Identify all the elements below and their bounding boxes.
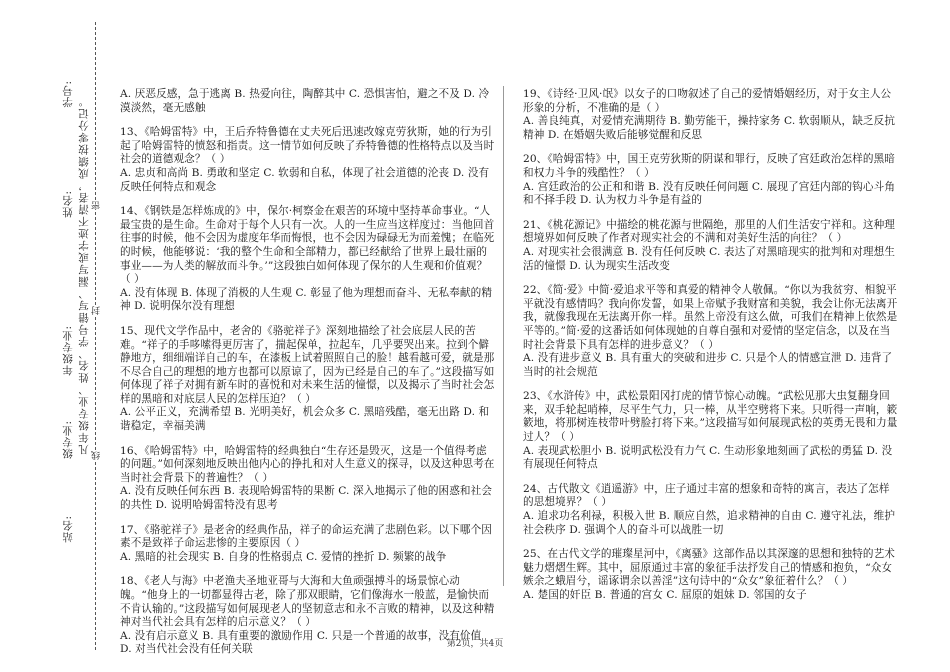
question-options: A. 楚国的奸臣 B. 普通的宫女 C. 屈原的姐妹 D. 邻国的女子 — [523, 589, 807, 601]
binding-warning-text: 凡年级专业、姓名、学号错写、漏写或字迹不清者，成绩按零分记。 — [78, 95, 90, 455]
question-16 — [120, 445, 495, 513]
question-stem: 25、在古代文学的璀璨星河中，《离骚》这部作品以其深邃的思想和独特的艺术魅力熠熠生辉。其中，屈原通过丰富的象征手法抒发自己的情感和抱负，“众女嫉余之蛾眉兮，谣诼谓余以善淫”这句诗中的“众女”象征着什么？（ ） — [523, 548, 895, 588]
column-divider — [503, 86, 504, 586]
right-column — [523, 88, 898, 614]
name-label: 姓名: — [62, 190, 74, 218]
question-20 — [523, 153, 898, 207]
question-stem: 18、《老人与海》中老渔夫圣地亚哥与大海和大鱼顽强搏斗的场景惊心动魄。“他身上的一切都显得古老，除了那双眼睛，它们像海水一般蓝，是愉快而不肯认输的。”这段描写如何展现老人的坚韧意志和永不言败的精神，以及这种精神对当代社会具有怎样的启示意义？（ ） — [120, 575, 495, 629]
station-name-label: 站名: — [62, 515, 74, 543]
question-options: A. 表现武松胆小 B. 说明武松没有力气 C. 生动形象地刻画了武松的勇猛 D. 没有展现任何特点 — [523, 444, 893, 471]
seal-mark-mi: 密 — [92, 200, 102, 210]
question-stem: 24、古代散文《逍遥游》中，庄子通过丰富的想象和奇特的寓言，表达了怎样的思想境界？（ ） — [523, 482, 890, 509]
question-stem: 14、《钢铁是怎样炼成的》中，保尔·柯察金在艰苦的环境中坚持革命事业。“人最宝贵的是生命。生命对于每个人只有一次。人的一生应当这样度过：当他回首往事的时候，他不会因为虚度年华而悔恨，也不会因为碌碌无为而羞愧；在临死的时候，他能够说：‘我的整个生命和全部精力，都已经献给了世界上最壮丽的事业——为人类的解放而斗争。’”这段独白如何体现了保尔的人生观和价值观？（ ） — [120, 205, 495, 286]
question-13 — [120, 126, 495, 194]
question-24 — [523, 483, 898, 537]
question-options: A. 没有启示意义 B. 具有重要的激励作用 C. 只是一个普通的故事，没有价值 D. 对当代社会没有任何关联 — [120, 629, 482, 656]
question-21 — [523, 219, 898, 273]
question-17 — [120, 524, 495, 565]
question-stem: 15、现代文学作品中，老舍的《骆驼祥子》深刻地描绘了社会底层人民的苦难。“祥子的手哆嗦得更厉害了，揣起保单，拉起车，几乎要哭出来。拉到个僻静地方，细细端详自己的车，在漆板上试着照照自己的脸！越看越可爱，就是那不尽合自己的理想的地方也都可以原谅了，因为已经是自己的车了。”这段描写如何体现了祥子对拥有新车时的喜悦和对未来生活的憧憬，以及揭示了当时社会怎样的黑暗和对底层人民的怎样压迫？（ ） — [120, 324, 495, 405]
question-options: A. 追求功名利禄，积极入世 B. 顺应自然，追求精神的自由 C. 遵守礼法，维护社会秩序 D. 强调个人的奋斗可以战胜一切 — [523, 510, 896, 536]
question-stem: 17、《骆驼祥子》是老舍的经典作品，祥子的命运充满了悲剧色彩。以下哪个因素不是致祥子命运悲惨的主要原因（ ） — [120, 523, 492, 550]
page-footer: 第2页，共4页 — [446, 639, 504, 649]
question-19 — [523, 88, 898, 142]
question-stem: 16、《哈姆雷特》中，哈姆雷特的经典独白“生存还是毁灭，这是一个值得考虑的问题。”如何深刻地反映出他内心的挣扎和对人生意义的探寻，以及这种思考在当时社会背景下的普遍性？（ ） — [120, 444, 495, 484]
question-options: A. 善良纯真，对爱情充满期待 B. 勤劳能干，操持家务 C. 软弱顺从，缺乏反抗精神 D. 在婚姻失败后能够觉醒和反思 — [523, 115, 896, 141]
question-stem: 23、《水浒传》中，武松景阳冈打虎的情节惊心动魄。“武松见那大虫复翻身回来，双手轮起哨棒，尽平生气力，只一棒，从半空劈将下来。只听得一声响，簌簌地，将那树连枝带叶劈脸打将下来。”这段描写如何展现武松的英勇无畏和力量过人？（ ） — [523, 390, 898, 444]
question-options: A. 对现实社会很满意 B. 没有任何反映 C. 表达了对黑暗现实的批判和对理想生活的憧憬 D. 认为现实生活改变 — [523, 245, 896, 272]
question-options: A. 宫廷政治的公正和和谐 B. 没有反映任何问题 C. 展现了宫廷内部的钩心斗角和不择手段 D. 认为权力斗争是有益的 — [523, 180, 896, 207]
binding-dashed-line — [95, 22, 96, 650]
question-options: A. 公平正义，充满希望 B. 光明美好，机会众多 C. 黑暗残酷，毫无出路 D. 和谐稳定，幸福美满 — [120, 406, 490, 433]
question-22 — [523, 284, 898, 379]
question-stem: 21、《桃花源记》中描绘的桃花源与世隔绝，那里的人们生活安宁祥和。这种理想境界如何反映了作者对现实社会的不满和对美好生活的向往？（ ） — [523, 218, 895, 245]
question-14 — [120, 205, 495, 314]
question-23 — [523, 390, 898, 472]
question-15 — [120, 325, 495, 434]
question-25 — [523, 548, 898, 602]
grade-major-label: 年级专业: — [62, 325, 74, 376]
question-options: A. 厌恶反感，急于逃离 B. 热爱向往，陶醉其中 C. 恐惧害怕，避之不及 D. 冷漠淡然，毫无感触 — [120, 88, 490, 114]
question-options: A. 没有进步意义 B. 具有重大的突破和进步 C. 只是个人的情感宣泄 D. 违背了当时的社会规范 — [523, 352, 893, 378]
question-options: A. 没有反映任何东西 B. 表现哈姆雷特的果断 C. 深入地揭示了他的困惑和社会的共性 D. 说明哈姆雷特没有思考 — [120, 485, 493, 512]
question-options: A. 黑暗的社会现实 B. 自身的性格弱点 C. 爱情的挫折 D. 频繁的战争 — [120, 550, 447, 563]
question-options: A. 没有体现 B. 体现了消极的人生观 C. 彰显了他为理想而奋斗、无私奉献的精神 D. 说明保尔没有理想 — [120, 286, 493, 313]
question-stem: 19、《诗经·卫风·氓》以女子的口吻叙述了自己的爱情婚姻经历，对于女主人公形象的分析，不准确的是（ ） — [523, 88, 892, 114]
question-options: A. 忠贞和高尚 B. 勇敢和坚定 C. 软弱和自私，体现了社会道德的沦丧 D. 没有反映任何特点和观念 — [120, 166, 490, 193]
major-label: 级专业: — [62, 420, 74, 460]
seal-mark-feng: 封 — [92, 305, 102, 315]
binding-strip — [0, 0, 110, 672]
question-12-tail — [120, 88, 495, 115]
question-stem: 13、《哈姆雷特》中，王后乔特鲁德在丈夫死后迅速改嫁克劳狄斯，她的行为引起了哈姆雷特的愤怒和指责。这一情节如何反映了乔特鲁德的性格特点以及当时社会的道德观念？（ ） — [120, 126, 495, 166]
seal-mark-xian: 线 — [92, 450, 102, 460]
question-stem: 22、《简·爱》中简·爱追求平等和真爱的精神令人敬佩。“你以为我贫穷、相貌平平就没有感情吗？我向你发誓，如果上帝赋予我财富和美貌，我会让你无法离开我，就像我现在无法离开你一样。虽然上帝没有这么做，可我们在精神上依然是平等的。”简·爱的这番话如何体现她的自尊自强和对爱情的坚定信念，以及在当时社会背景下具有怎样的进步意义？（ ） — [523, 284, 898, 351]
left-column — [120, 88, 495, 668]
student-id-label: 学号: — [62, 80, 74, 108]
question-stem: 20、《哈姆雷特》中，国王克劳狄斯的阴谋和罪行，反映了宫廷政治怎样的黑暗和权力斗争的残酷性？（ ） — [523, 153, 895, 179]
